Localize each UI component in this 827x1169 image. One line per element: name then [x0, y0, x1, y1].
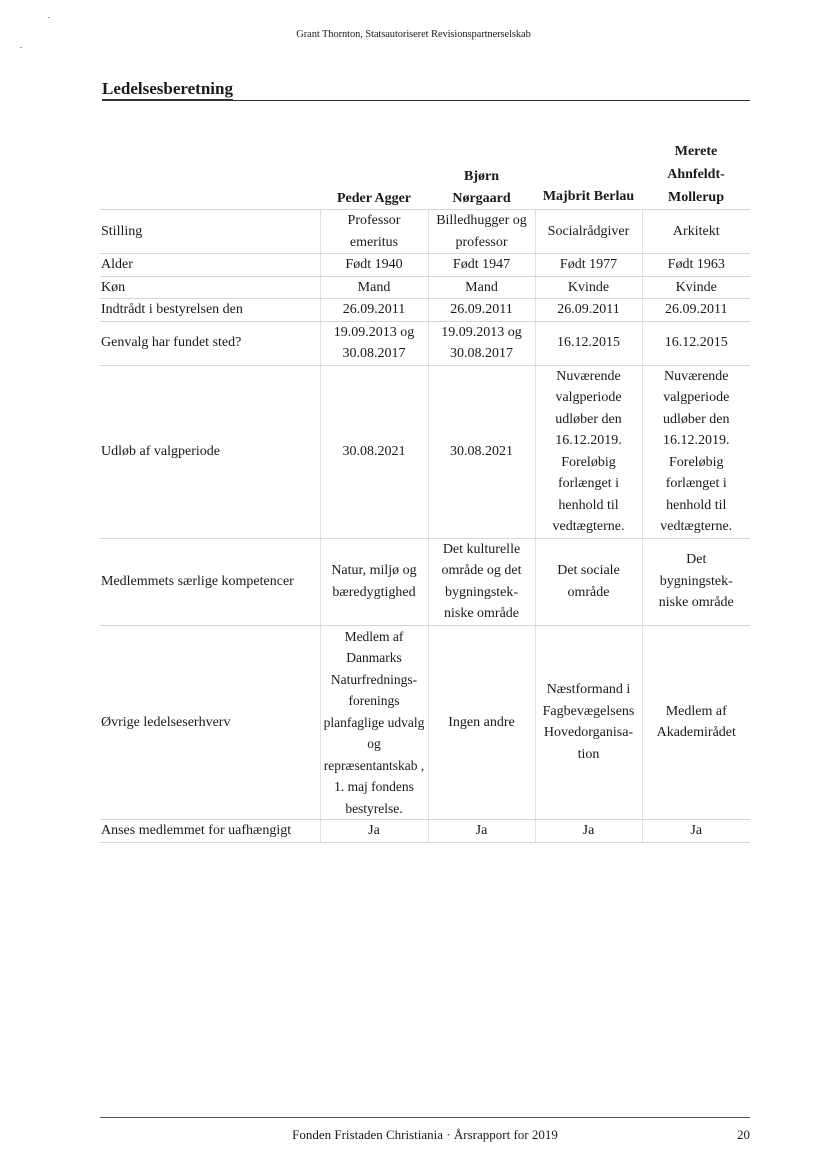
- table-cell: Arkitekt: [642, 210, 750, 254]
- page-number: 20: [737, 1127, 750, 1142]
- column-header: Peder Agger: [320, 140, 428, 210]
- row-label: Genvalg har fundet sted?: [100, 321, 320, 365]
- table-header-row: [100, 140, 750, 210]
- column-header: Majbrit Berlau: [535, 140, 642, 210]
- row-label: Udløb af valgperiode: [100, 365, 320, 538]
- scan-speck: [20, 47, 22, 48]
- section-title: Ledelsesberetning: [102, 79, 233, 98]
- table-cell: Professor emeritus: [320, 210, 428, 254]
- table-cell: 26.09.2011: [642, 299, 750, 322]
- column-header: Bjørn Nørgaard: [428, 140, 535, 210]
- table-header-blank: [100, 140, 320, 210]
- table-cell: Født 1940: [320, 254, 428, 277]
- table-cell: 26.09.2011: [320, 299, 428, 322]
- table-cell: Nuværende valgperiode udløber den 16.12.2019. Foreløbig forlænget i henhold til vedtægterne.: [535, 365, 642, 538]
- table-cell: Det kulturelle område og det bygningstek-niske område: [428, 538, 535, 625]
- table-cell: Det bygningstek-niske område: [642, 538, 750, 625]
- table-cell: Født 1963: [642, 254, 750, 277]
- table-cell: Natur, miljø og bæredygtighed: [320, 538, 428, 625]
- table-cell: Socialrådgiver: [535, 210, 642, 254]
- table-cell: 30.08.2021: [428, 365, 535, 538]
- row-label: Medlemmets særlige kompetencer: [100, 538, 320, 625]
- table-row: [100, 625, 750, 820]
- table-row: [100, 210, 750, 254]
- table-cell: Næstformand i Fagbevægelsens Hovedorganisa-tion: [535, 625, 642, 820]
- table-cell: Ja: [642, 820, 750, 843]
- table-cell: 19.09.2013 og 30.08.2017: [320, 321, 428, 365]
- table-row: [100, 365, 750, 538]
- board-members-table: [100, 140, 750, 843]
- footer-divider: [100, 1117, 750, 1118]
- section-heading: [102, 79, 750, 101]
- row-label: Køn: [100, 276, 320, 299]
- table-cell: Ja: [535, 820, 642, 843]
- table-row: [100, 299, 750, 322]
- table-cell: Ja: [428, 820, 535, 843]
- row-label: Stilling: [100, 210, 320, 254]
- footer-text: Fonden Fristaden Christiania · Årsrapport for 2019: [292, 1127, 558, 1142]
- table-row: [100, 820, 750, 843]
- table-row: [100, 276, 750, 299]
- table-row: [100, 321, 750, 365]
- table-cell: 16.12.2015: [535, 321, 642, 365]
- column-header: Merete Ahnfeldt-Mollerup: [642, 140, 750, 210]
- table-cell: Medlem af Akademirådet: [642, 625, 750, 820]
- table-cell: Nuværende valgperiode udløber den 16.12.2019. Foreløbig forlænget i henhold til vedtægterne.: [642, 365, 750, 538]
- table-cell: Medlem af Danmarks Naturfrednings-forenings planfaglige udvalg og repræsentantskab , 1. maj fondens bestyrelse.: [320, 625, 428, 820]
- table-cell: 30.08.2021: [320, 365, 428, 538]
- table-cell: Billedhugger og professor: [428, 210, 535, 254]
- table-cell: Mand: [320, 276, 428, 299]
- table-cell: Ingen andre: [428, 625, 535, 820]
- table-cell: Mand: [428, 276, 535, 299]
- table-cell: 19.09.2013 og 30.08.2017: [428, 321, 535, 365]
- table-cell: Født 1977: [535, 254, 642, 277]
- table-cell: Kvinde: [642, 276, 750, 299]
- row-label: Anses medlemmet for uafhængigt: [100, 820, 320, 843]
- table-cell: Det sociale område: [535, 538, 642, 625]
- scan-speck: [48, 17, 50, 18]
- row-label: Alder: [100, 254, 320, 277]
- table-row: [100, 254, 750, 277]
- table-cell: 26.09.2011: [535, 299, 642, 322]
- page-header-firm: Grant Thornton, Statsautoriseret Revisionspartnerselskab: [296, 29, 531, 40]
- row-label: Øvrige ledelseserhverv: [100, 625, 320, 820]
- table-cell: 16.12.2015: [642, 321, 750, 365]
- table-cell: 26.09.2011: [428, 299, 535, 322]
- table-cell: Født 1947: [428, 254, 535, 277]
- table-cell: Ja: [320, 820, 428, 843]
- table-row: [100, 538, 750, 625]
- row-label: Indtrådt i bestyrelsen den: [100, 299, 320, 322]
- table-cell: Kvinde: [535, 276, 642, 299]
